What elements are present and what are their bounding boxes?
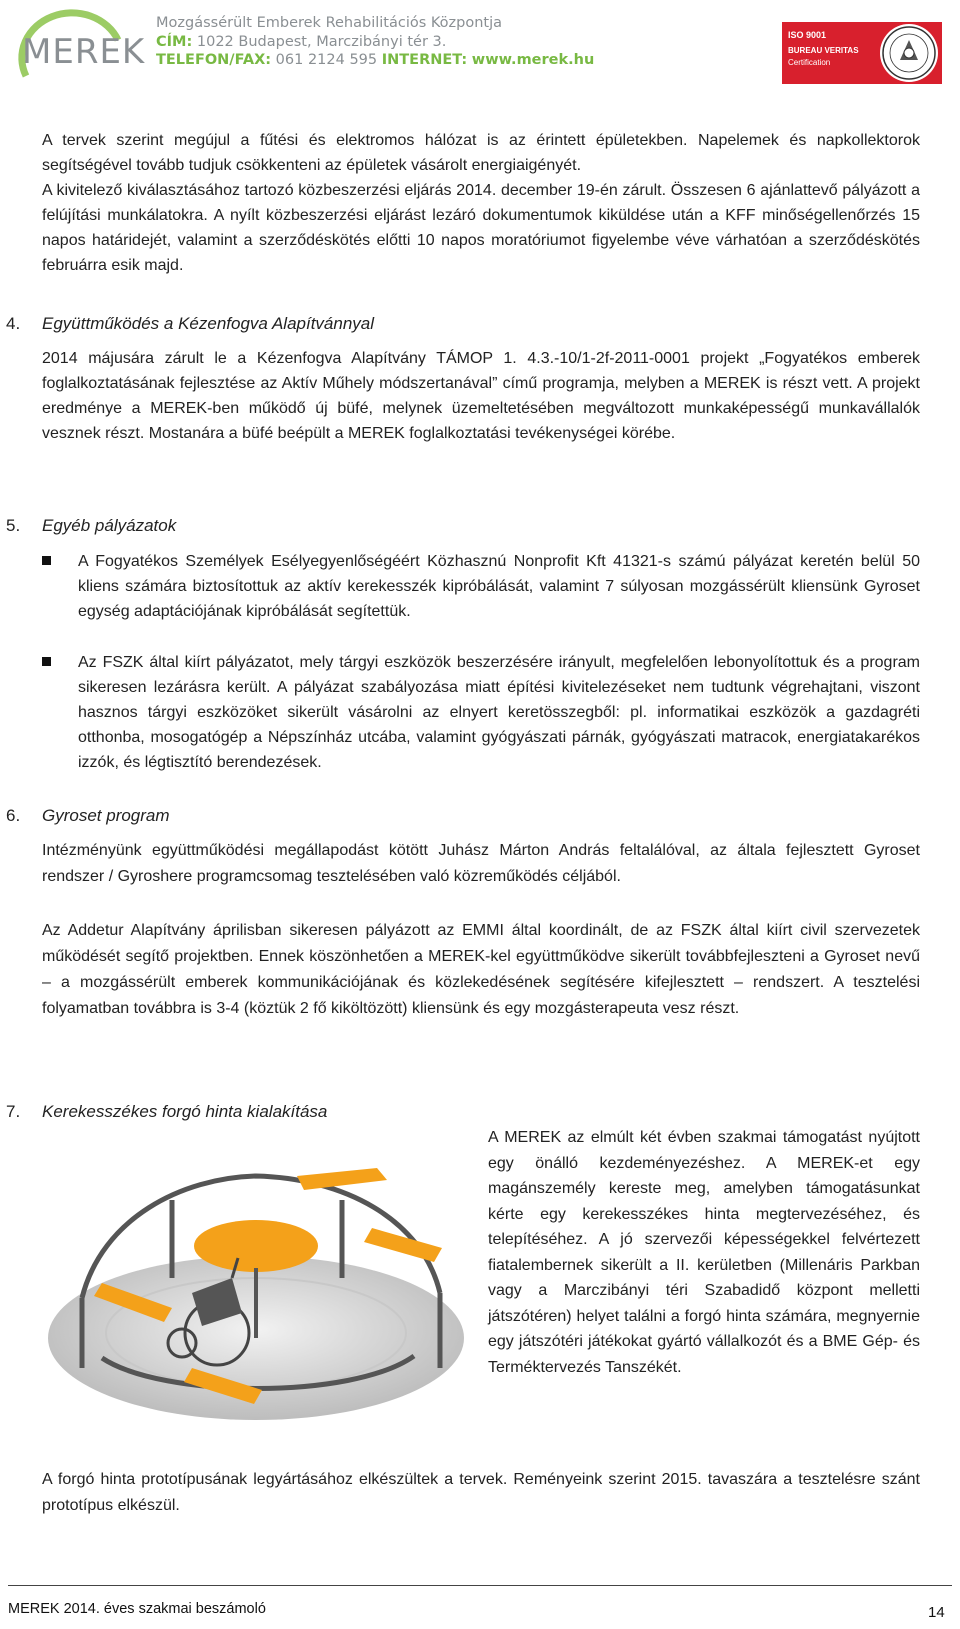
- cert-bv: BUREAU VERITAS: [788, 46, 859, 55]
- org-name: Mozgássérült Emberek Rehabilitációs Központja: [156, 15, 503, 31]
- phone-label: TELEFON/FAX:: [156, 52, 272, 68]
- logo-text: MEREK: [22, 32, 146, 72]
- section-title: Egyéb pályázatok: [42, 516, 177, 535]
- section-title: Együttműködés a Kézenfogva Alapítvánnyal: [42, 314, 375, 333]
- website-link[interactable]: www.merek.hu: [471, 52, 595, 68]
- wheelchair-swing-illustration: [42, 1128, 470, 1428]
- footer-title: MEREK 2014. éves szakmai beszámoló: [8, 1601, 266, 1617]
- page-number: 14: [928, 1604, 945, 1621]
- section-6-heading: [6, 805, 170, 827]
- section-number: 6.: [6, 806, 21, 825]
- section-4-heading: [6, 313, 375, 335]
- section-7-paragraph-2: A forgó hinta prototípusának legyártásához elkészültek a tervek. Reményeink szerint 2015. tavaszára a tesztelésre szánt prototípus elkészül.: [42, 1471, 920, 1514]
- section-number: 4.: [6, 314, 21, 333]
- phone-value: 061 2124 595: [275, 52, 378, 68]
- section-4-paragraph: 2014 májusára zárult le a Kézenfogva Alapítvány TÁMOP 1. 4.3.-10/1-2f-2011-0001 projekt „Fogyatékos emberek foglalkoztatásának fejlesztése az Aktív Műhely módszertanával” című programja, melyben a MEREK is részt vett. A projekt eredménye a MEREK-ben működő új büfé, melynek üzemeltetésében megváltozott munkaképességű munkavállalók vesznek részt. Mostanára a büfé beépült a MEREK foglalkoztatási tevékenységei körébe.: [42, 350, 920, 442]
- cert-iso: ISO 9001: [788, 30, 827, 40]
- section-7-heading: [6, 1101, 328, 1123]
- section-7-paragraph-1: A MEREK az elmúlt két évben szakmai támogatást nyújtott egy önálló kezdeményezéshez. A MEREK-et egy magánszemély kereste meg, amelyben támogatásunkat kérte egy kerekesszékes hinta megtervezéséhez, és telepítéséhez. A jó szervezői képességekkel felvértezett fiatalembernek sikerült a II. kerületben (Millenáris Parkban vagy a Marczibányi téri Szabadidő központ melletti játszótéren) helyet találni a forgó hinta számára, megnyernie egy játszótéri játékokat gyártó vállalkozót és a BME Gép- és Terméktervezés Tanszékét.: [488, 1129, 920, 1376]
- bureau-veritas-seal-icon: [880, 24, 938, 82]
- section-5-bullet-2: Az FSZK által kiírt pályázatot, mely tárgyi eszközök beszerzésére irányult, megfelelően lebonyolítottuk és a program sikeresen lezárásra került. A pályázat szabályozása miatt építési kivitelezéseket nem tudtunk végrehajtani, viszont hasznos tárgyi eszközöket sikerült vásárolni az elnyert keretösszegből: pl. informatikai eszközök a gazdagréti otthonba, mosogatógép a Népszínház utcába, valamint gyógyászati párnák, gyógyászati matracok, energiatakarékos izzók, és légtisztító berendezések.: [78, 654, 920, 771]
- org-address: [156, 33, 594, 52]
- intro-paragraph-2: A kivitelező kiválasztásához tartozó közbeszerzési eljárás 2014. december 19-én zárult. Összesen 6 ajánlattevő pályázott a felújítási munkálatokra. A nyílt közbeszerzési eljárást lezáró dokumentumok kiküldése után a KFF minőségellenőrzés 15 napos határidejét, valamint a szerződéskötés előtti 10 napos moratóriumot figyelembe véve várhatóan a szerződéskötés februárra esik majd.: [42, 182, 920, 274]
- footer-divider: [8, 1585, 952, 1586]
- org-contact: [156, 51, 594, 70]
- section-title: Kerekesszékes forgó hinta kialakítása: [42, 1102, 328, 1121]
- intro-paragraph-1: A tervek szerint megújul a fűtési és elektromos hálózat is az érintett épületekben. Napelemek és napkollektorok segítségével tovább tudjuk csökkenteni az épületek vásárolt energiaigényét.: [42, 132, 920, 174]
- bullet-icon: [42, 657, 51, 666]
- address-label: CÍM:: [156, 33, 193, 50]
- certification-badge: [782, 22, 942, 84]
- section-number: 5.: [6, 516, 21, 535]
- section-6-paragraph-2: Az Addetur Alapítvány áprilisban sikeresen pályázott az EMMI által koordinált, de az FSZK által kiírt civil szervezetek működését segítő projektben. Ennek köszönhetően a MEREK-kel együttműködve sikerült továbbfejleszteni a Gyroset nevű – a mozgássérült emberek kommunikációjának és közlekedésének segítésére kifejlesztett – rendszert. A tesztelési folyamatban továbbra is 3-4 (köztük 2 fő kiköltözött) kliensünk és egy mozgásterapeuta vesz részt.: [42, 922, 920, 1017]
- org-info: [156, 14, 594, 70]
- section-title: Gyroset program: [42, 806, 170, 825]
- section-5-bullet-1: A Fogyatékos Személyek Esélyegyenlőségéért Közhasznú Nonprofit Kft 41321-s számú pályázat keretén belül 50 kliens számára biztosítottuk az aktív kerekesszék kipróbálását, valamint 7 súlyosan mozgássérült kliensünk Gyroset egység adaptációjának kipróbálását segítettük.: [78, 553, 920, 620]
- section-5-heading: [6, 515, 177, 537]
- cert-certification: Certification: [788, 58, 831, 67]
- internet-label: INTERNET:: [381, 52, 468, 68]
- section-6-paragraph-1: Intézményünk együttműködési megállapodást kötött Juhász Márton András feltalálóval, az általa fejlesztett Gyroset rendszer / Gyroshere programcsomag tesztelésében való közreműködés céljából.: [42, 842, 920, 885]
- address-value: 1022 Budapest, Marczibányi tér 3.: [196, 33, 447, 50]
- bullet-icon: [42, 556, 51, 565]
- section-number: 7.: [6, 1102, 21, 1121]
